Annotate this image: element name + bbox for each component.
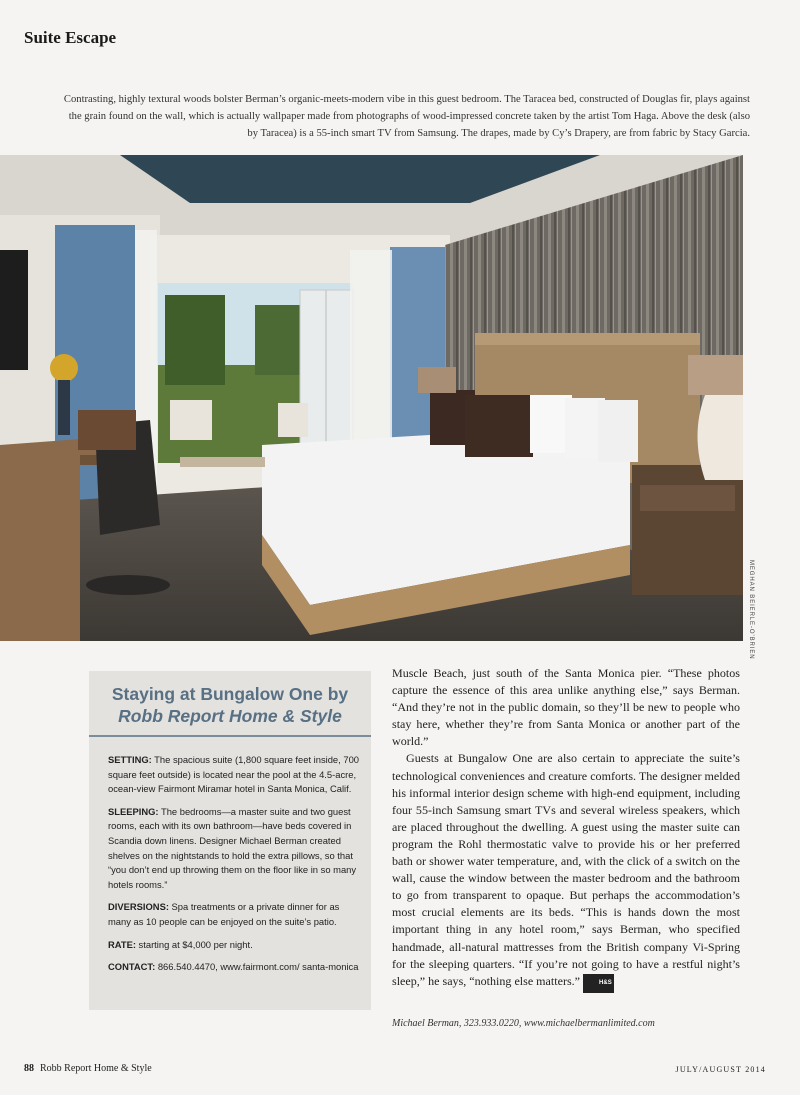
publication-name: Robb Report Home & Style: [40, 1063, 152, 1074]
page-number: 88: [24, 1063, 34, 1074]
sidebar-body: [89, 737, 371, 975]
footer-folio: [24, 1063, 152, 1074]
sidebar-sleeping: SLEEPING: The bedrooms—a master suite and two guest rooms, each with its own bathroom—have beds covered in Scandia down linens. Designer Michael Berman created shelves on the nightstands to hold the extra pillows, so that “you don’t end up throwing them on the floor like in so many hotels rooms.”: [108, 805, 357, 890]
sidebar-setting: SETTING: The spacious suite (1,800 square feet inside, 700 square feet outside) is located near the pool at the 4.5-acre, ocean-view Fairmont Miramar hotel in Santa Monica, Calif.: [108, 754, 360, 795]
body-paragraph: Guests at Bungalow One are also certain to appreciate the suite’s technological conveniences and creature comforts. The designer melded his informal interior design scheme with high-end equipment, including four 55-inch Samsung smart TVs and several wireless speakers, which are placed throughout the dwelling. A guest using the master suite can program the Rohl thermostatic valve to provide his or her preferred bath or shower water temperature, and, with the click of a switch on the wall, cause the window between the master bedroom and the bathroom to go from transparent to opaque. But perhaps the accommodation’s most crucial elements are its beds. “This is hands down the most important thing in any hotel room,” says Berman, who specified handmade, all-natural mattresses from the British company Vi-Spring for the sleeping quarters. “If you’re not going to have a restful night’s sleep,” he says, “nothing else matters.” H&S: [392, 750, 740, 992]
issue-date: JULY/AUGUST 2014: [675, 1065, 766, 1074]
sidebar-box: [89, 671, 371, 1010]
sidebar-contact: CONTACT: 866.540.4470, www.fairmont.com/ santa-monica: [108, 961, 359, 973]
end-mark: H&S: [583, 974, 614, 993]
sidebar-title: Staying at Bungalow One by: [111, 684, 349, 704]
sidebar-subtitle: Robb Report Home & Style: [118, 706, 342, 726]
sidebar-diversions: DIVERSIONS: Spa treatments or a private dinner for as many as 10 people can be enjoyed on the suite’s patio.: [108, 901, 340, 927]
body-paragraph: Muscle Beach, just south of the Santa Monica pier. “These photos capture the essence of this area unlike anything else,” says Berman. “And they’re not in the public domain, so they’ll be new to people who stay here, whether they’re from Santa Monica or another part of the world.”: [392, 666, 740, 749]
photo-caption: Contrasting, highly textural woods bolster Berman’s organic-meets-modern vibe in this guest bedroom. The Taracea bed, constructed of Douglas fir, plays against the grain found on the wall, which is actually wallpaper made from photographs of wood-impressed concrete taken by the artist Tom Haga. Above the desk (also by Taracea) is a 55-inch smart TV from Samsung. The drapes, made by Cy’s Drapery, are from fabric by Stacy Garcia.: [63, 94, 750, 139]
article-body: [392, 665, 740, 993]
sidebar-header: [89, 671, 371, 737]
photo-credit: MEGHAN BEIERLE-O’BRIEN: [748, 560, 754, 660]
guest-bedroom-photo: [0, 155, 743, 641]
designer-contact: Michael Berman, 323.933.0220, www.michaelbermanlimited.com: [392, 1018, 655, 1029]
sidebar-rate: RATE: starting at $4,000 per night.: [108, 938, 253, 950]
section-title: Suite Escape: [24, 28, 117, 47]
